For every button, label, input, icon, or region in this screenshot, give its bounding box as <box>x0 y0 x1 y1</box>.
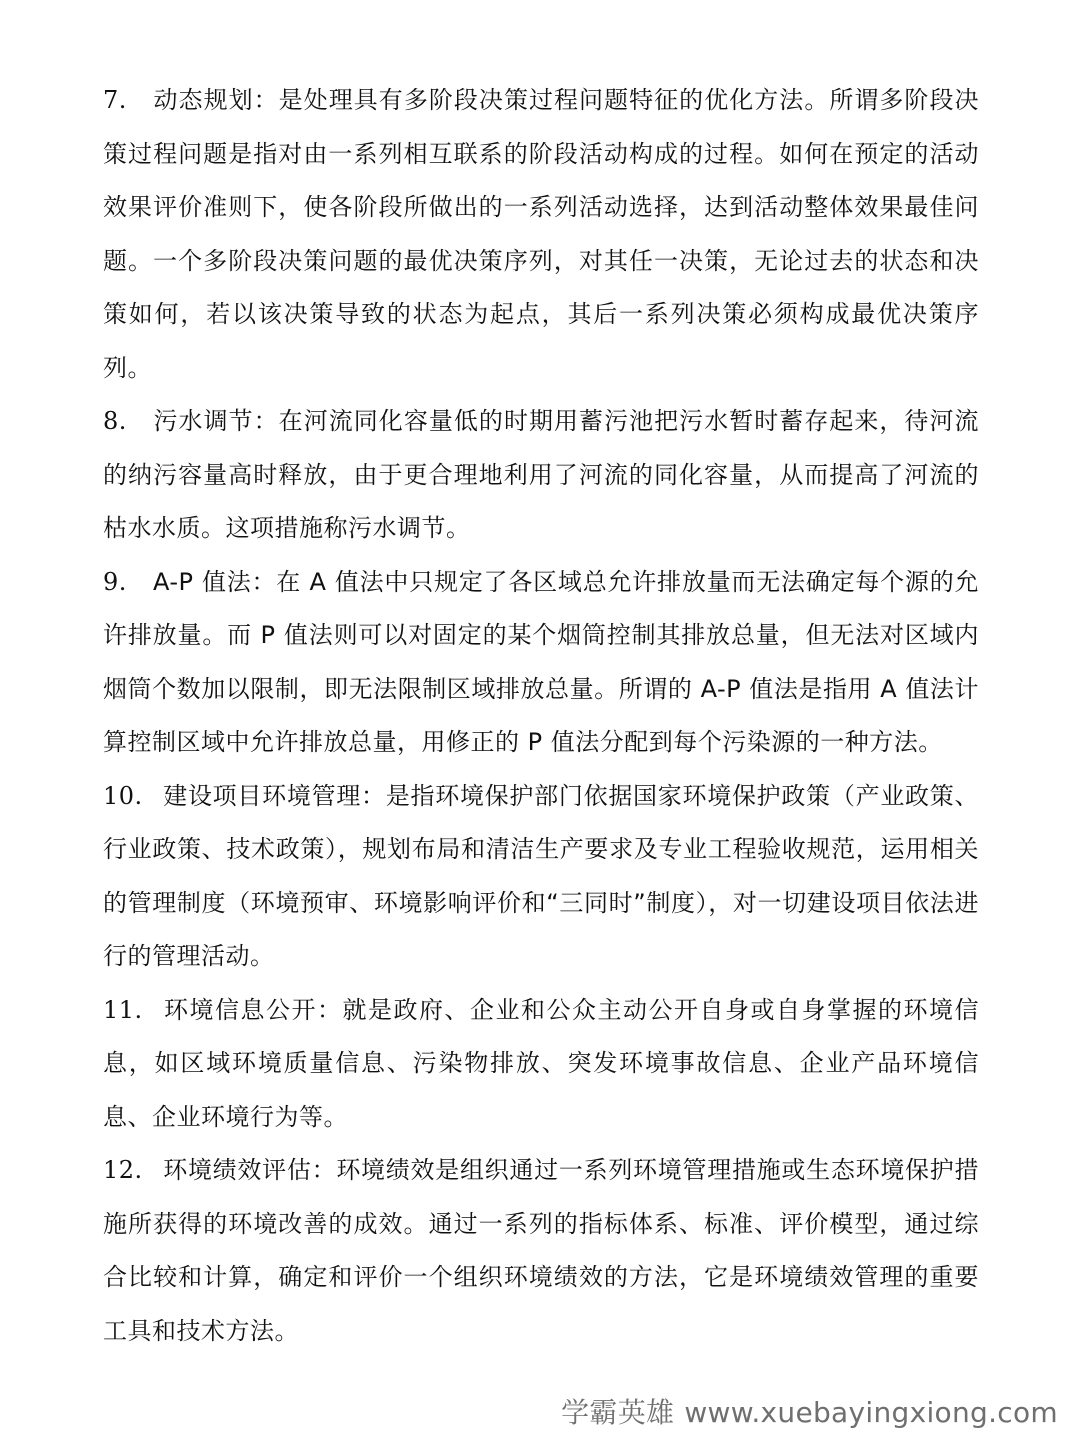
item-number: 10. <box>103 781 143 810</box>
footer-site-url: www.xuebayingxiong.com <box>684 1396 1058 1429</box>
item-number: 7. <box>103 86 127 114</box>
item-text: 建设项目环境管理：是指环境保护部门依据国家环境保护政策（产业政策、行业政策、技术政策），规划布局和清洁生产要求及专业工程验收规范，运用相关的管理制度（环境预审、环境影响评价和“三同时”制度），对一切建设项目依法进行的管理活动。 <box>103 781 979 970</box>
item-number: 12. <box>103 1156 143 1184</box>
item-text: 污水调节：在河流同化容量低的时期用蓄污池把污水暂时蓄存起来，待河流的纳污容量高时释放，由于更合理地利用了河流的同化容量，从而提高了河流的枯水水质。这项措施称污水调节。 <box>103 407 979 542</box>
item-text: 环境信息公开：就是政府、企业和公众主动公开自身或自身掌握的环境信息，如区域环境质量信息、污染物排放、突发环境事故信息、企业产品环境信息、企业环境行为等。 <box>103 995 979 1131</box>
item-text: 动态规划：是处理具有多阶段决策过程问题特征的优化方法。所谓多阶段决策过程问题是指对由一系列相互联系的阶段活动构成的过程。如何在预定的活动效果评价准则下，使各阶段所做出的一系列活动选择，达到活动整体效果最佳问题。一个多阶段决策问题的最优决策序列，对其任一决策，无论过去的状态和决策如何，若以该决策导致的状态为起点，其后一系列决策必须构成最优决策序列。 <box>103 86 979 382</box>
glossary-item-11 <box>103 984 979 1145</box>
item-text: 环境绩效评估：环境绩效是组织通过一系列环境管理措施或生态环境保护措施所获得的环境改善的成效。通过一系列的指标体系、标准、评价模型，通过综合比较和计算，确定和评价一个组织环境绩效的方法，它是环境绩效管理的重要工具和技术方法。 <box>103 1156 979 1345</box>
item-text: A-P 值法：在 A 值法中只规定了各区域总允许排放量而无法确定每个源的允许排放量。而 P 值法则可以对固定的某个烟筒控制其排放总量，但无法对区域内烟筒个数加以限制，即无法限制区域排放总量。所谓的 A-P 值法是指用 A 值法计算控制区域中允许排放总量，用修正的 P 值法分配到每个污染源的一种方法。 <box>103 567 979 756</box>
footer-brand: 学霸英雄 <box>561 1396 675 1429</box>
item-number: 11. <box>103 995 143 1024</box>
glossary-item-12 <box>103 1144 979 1358</box>
glossary-item-10 <box>103 770 979 984</box>
glossary-item-9 <box>103 556 979 770</box>
glossary-item-8 <box>103 395 979 556</box>
watermark-footer <box>561 1391 1058 1431</box>
glossary-item-7 <box>103 74 979 395</box>
item-number: 8. <box>103 407 127 435</box>
item-number: 9. <box>103 567 127 596</box>
glossary-list <box>103 74 979 1358</box>
